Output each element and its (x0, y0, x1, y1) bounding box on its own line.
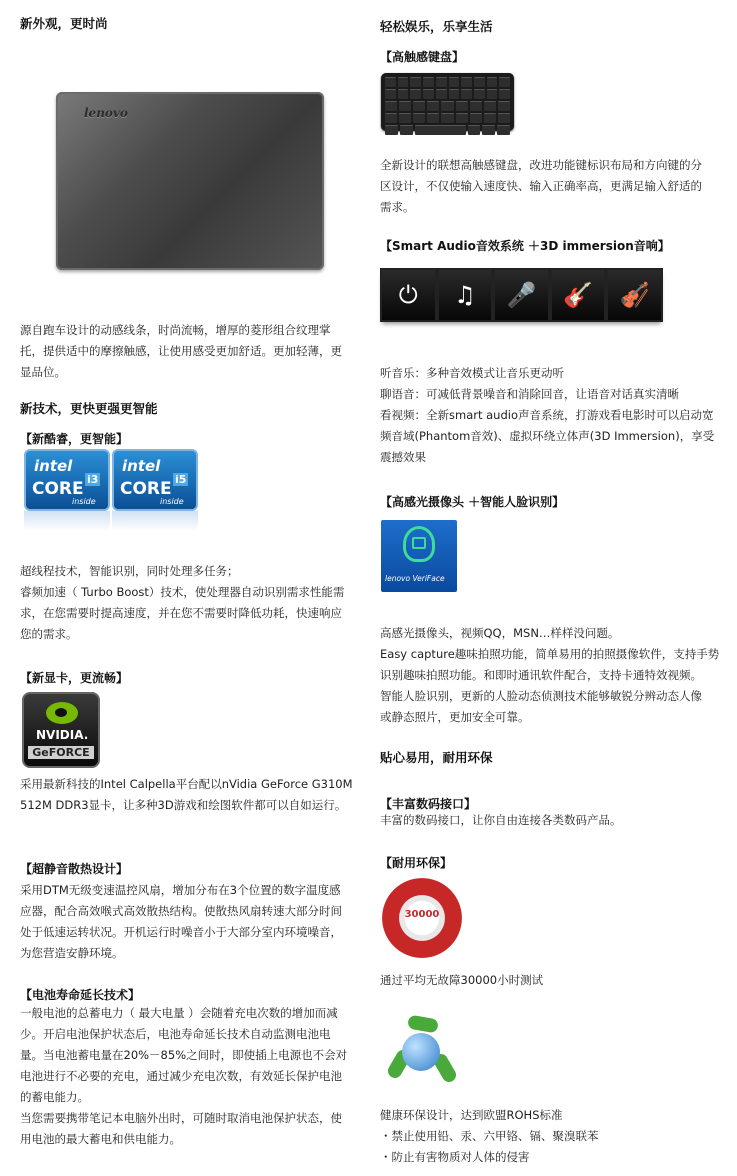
text-line: 用电池的最大蓄电和供电能力。 (20, 1132, 181, 1146)
text-line: 求，在您需要时提高速度，并在您不需要时降低功耗，快速响应 (20, 606, 342, 620)
heading-battery: 【电池寿命延长技术】 (20, 988, 141, 1002)
inside-text: inside (160, 497, 184, 506)
recycle-globe-icon (380, 1013, 462, 1093)
lock-icon (412, 537, 426, 549)
text-line: 应器，配合高效喉式高效散热结构。使散热风扇转速大部分时间 (20, 904, 342, 918)
heading-audio: 【Smart Audio音效系统 ＋3D immersion音响】 (380, 239, 670, 253)
audio-mode-strip (380, 268, 663, 322)
core-text: CORE (120, 479, 172, 499)
heading-ports: 【丰富数码接口】 (380, 797, 477, 811)
geforce-text: GeFORCE (28, 746, 94, 759)
text-line: ・禁止使用铅、汞、六甲铬、镉、聚溴联苯 (380, 1129, 599, 1143)
keyboard-image (381, 73, 514, 131)
inside-text: inside (72, 497, 96, 506)
intel-logo: intel (34, 457, 73, 475)
eco-description (380, 1105, 599, 1168)
intel-badge-i5 (112, 449, 198, 531)
camera-description (380, 623, 719, 728)
model-text: i3 (87, 473, 99, 486)
guitarist-icon: 🎸 (550, 268, 607, 322)
text-line: 看视频：全新smart audio声音系统，打游戏看电影时可以启动宽 (380, 408, 714, 422)
heading-camera: 【高感光摄像头 ＋智能人脸识别】 (380, 495, 565, 509)
text-line: 少。开启电池保护状态后，电池寿命延长技术自动监测电池电 (20, 1027, 331, 1041)
text-line: 超线程技术，智能识别，同时处理多任务； (20, 564, 239, 578)
nvidia-text: NVIDIA. (36, 728, 89, 742)
text-line: 需求。 (380, 200, 415, 214)
heading-cooling: 【超静音散热设计】 (20, 862, 129, 876)
heading-keyboard: 【高触感键盘】 (380, 50, 465, 64)
text-line: 全新设计的联想高触感键盘，改进功能键标识布局和方向键的分 (380, 158, 702, 172)
design-description (20, 320, 365, 383)
audio-description (380, 363, 714, 468)
veriface-logo (381, 520, 457, 592)
text-line: 当您需要携带笔记本电脑外出时，可随时取消电池保护状态，使 (20, 1111, 342, 1125)
text-line: 听音乐：多种音效模式让音乐更动听 (380, 366, 564, 380)
text-line: 为您营造安静环境。 (20, 946, 124, 960)
text-line: Easy capture趣味拍照功能，简单易用的拍照摄像软件，支持手势 (380, 647, 720, 661)
text-line: 识别趣味拍照功能。和即时通讯软件配合，支持卡通特效视频。 (380, 668, 702, 682)
text-line: 一般电池的总蓄电力（ 最大电量 ）会随着充电次数的增加而减 (20, 1006, 338, 1020)
text-line: 源自跑车设计的动感线条，时尚流畅，增厚的菱形组合纹理掌 (20, 323, 331, 337)
heading-new-tech: 新技术，更快更强更智能 (20, 401, 158, 416)
text-line: ・防止有害物质对人体的侵害 (380, 1150, 530, 1164)
singer-icon: 🎤 (493, 268, 550, 322)
lenovo-logo: lenovo (84, 106, 128, 120)
text-line: 震撼效果 (380, 450, 426, 464)
cooling-description (20, 880, 342, 964)
violinist-icon: 🎻 (606, 268, 663, 322)
heading-new-design: 新外观，更时尚 (20, 16, 108, 31)
veriface-text: lenovo VeriFace (385, 574, 445, 583)
text-line: 512M DDR3显卡，让多种3D游戏和绘图软件都可以自如运行。 (20, 798, 347, 812)
text-line: 或静态照片，更加安全可靠。 (380, 710, 530, 724)
durable-description: 通过平均无故障30000小时测试 (380, 973, 544, 987)
heading-gpu: 【新显卡，更流畅】 (20, 671, 129, 685)
model-text: i5 (175, 473, 187, 486)
text-line: 健康环保设计，达到欧盟ROHS标准 (380, 1108, 563, 1122)
durability-seal (382, 878, 462, 958)
core-text: CORE (32, 479, 84, 499)
cpu-description (20, 561, 344, 645)
ports-description: 丰富的数码接口，让你自由连接各类数码产品。 (380, 813, 622, 827)
text-line: 量。当电池蓄电量在20%－85%之间时，即使插上电源也不会对 (20, 1048, 348, 1062)
heading-cpu: 【新酷睿，更智能】 (20, 432, 129, 446)
text-line: 睿频加速（ Turbo Boost）技术，使处理器自动识别需求性能需 (20, 585, 345, 599)
saxophone-icon: ♫ (437, 268, 494, 322)
text-line: 显品位。 (20, 365, 66, 379)
laptop-lid-image (56, 92, 324, 270)
text-line: 您的需求。 (20, 627, 78, 641)
text-line: 处于低速运转状况。开机运行时噪音小于大部分室内环境噪音， (20, 925, 342, 939)
text-line: 的蓄电能力。 (20, 1090, 89, 1104)
keyboard-description (380, 155, 702, 218)
text-line: 电池进行不必要的充电，通过减少充电次数，有效延长保护电池 (20, 1069, 342, 1083)
heading-entertainment: 轻松娱乐，乐享生活 (380, 19, 493, 34)
text-line: 采用DTM无级变速温控风扇，增加分布在3个位置的数字温度感 (20, 883, 341, 897)
power-icon: ⏻ (380, 268, 437, 322)
text-line: 高感光摄像头，视频QQ，MSN…样样没问题。 (380, 626, 620, 640)
intel-logo: intel (122, 457, 161, 475)
badge-reflection (24, 511, 110, 531)
text-line: 聊语音：可减低背景噪音和消除回音，让语音对话真实清晰 (380, 387, 679, 401)
nvidia-eye-icon (46, 702, 78, 724)
text-line: 智能人脸识别，更新的人脸动态侦测技术能够敏锐分辨动态人像 (380, 689, 702, 703)
heading-easy-use: 贴心易用，耐用环保 (380, 750, 493, 765)
badge-reflection (112, 511, 198, 531)
heading-durable: 【耐用环保】 (380, 856, 453, 870)
text-line: 区设计，不仅使输入速度快、输入正确率高，更满足输入舒适的 (380, 179, 702, 193)
text-line: 采用最新科技的Intel Calpella平台配以nVidia GeForce G310M (20, 777, 353, 791)
gpu-description (20, 774, 353, 816)
battery-description (20, 1003, 347, 1150)
seal-number: 30000 (404, 909, 440, 920)
text-line: 频音域(Phantom音效)、虚拟环绕立体声(3D Immersion)，享受 (380, 429, 715, 443)
globe-icon (402, 1033, 440, 1071)
nvidia-geforce-logo (22, 692, 100, 768)
recycle-arrow (407, 1015, 439, 1034)
intel-badge-i3 (24, 449, 110, 531)
text-line: 托，提供适中的摩擦触感，让使用感受更加舒适。更加轻薄，更 (20, 344, 342, 358)
